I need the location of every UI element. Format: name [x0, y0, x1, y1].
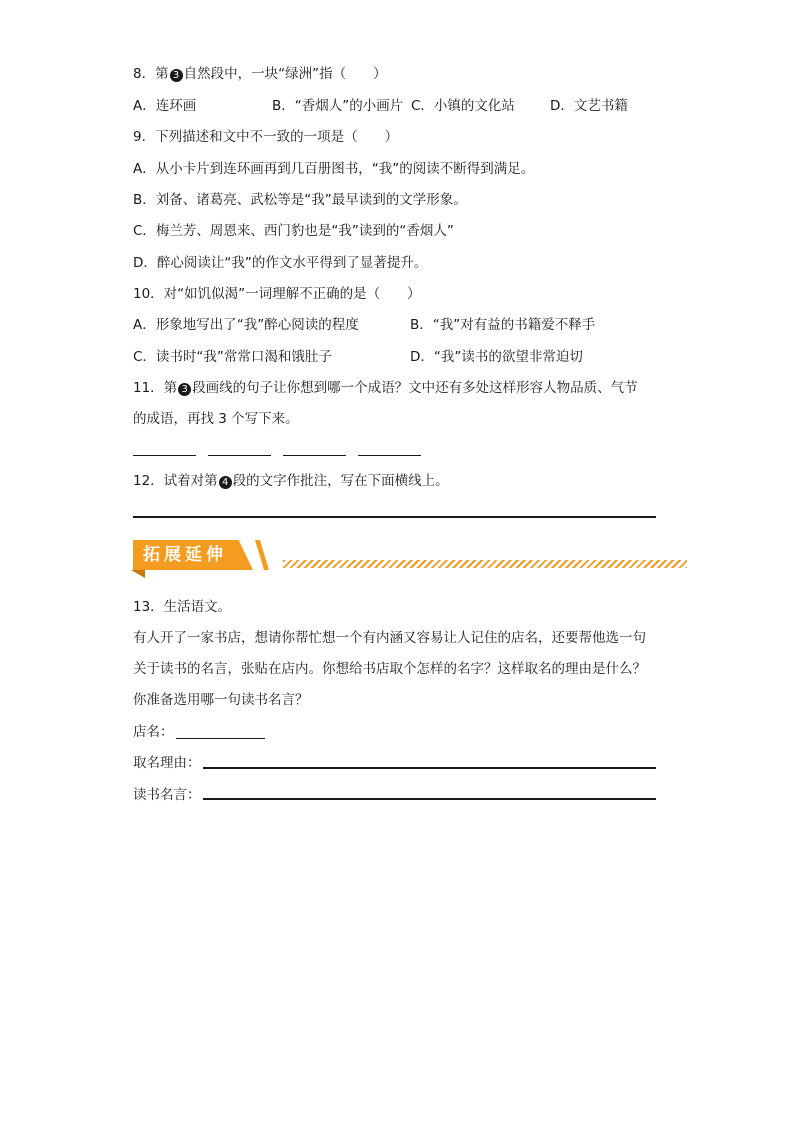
section-banner	[133, 538, 693, 580]
q9-option-b: B．刘备、诸葛亮、武松等是“我”最早读到的文学形象。	[133, 192, 467, 208]
q9-stem: 9．下列描述和文中不一致的一项是（ ）	[133, 129, 399, 145]
q13-body-line-3: 你准备选用哪一句读书名言？	[133, 692, 309, 708]
q8-option-a: A．连环画	[133, 98, 197, 114]
q10-stem: 10．对“如饥似渴”一词理解不正确的是（ ）	[133, 286, 421, 302]
q11-answer-blank-3[interactable]	[283, 455, 346, 456]
paragraph-number-circle: 3	[178, 383, 191, 396]
q13-stem: 13．生活语文。	[133, 599, 232, 615]
quote-answer-line[interactable]	[203, 798, 656, 800]
q11-line2: 的成语，再找 3 个写下来。	[133, 411, 299, 427]
q11-answer-blank-4[interactable]	[358, 455, 421, 456]
store-name-label: 店名：	[133, 724, 174, 740]
q12-prefix: 12．试着对第	[133, 473, 218, 489]
q13-body-line-2: 关于读书的名言，张贴在店内。你想给书店取个怎样的名字？这样取名的理由是什么？	[133, 661, 646, 677]
banner-hatch-pattern	[283, 560, 687, 568]
q8-option-c: C．小镇的文化站	[411, 98, 515, 114]
q10-option-a: A．形象地写出了“我”醉心阅读的程度	[133, 317, 359, 333]
q11-answer-blank-2[interactable]	[208, 455, 271, 456]
section-title: 拓展延伸	[143, 545, 227, 565]
q9-option-a: A．从小卡片到连环画再到几百册图书，“我”的阅读不断得到满足。	[133, 161, 535, 177]
q12-answer-line[interactable]	[133, 516, 656, 518]
q10-option-b: B．“我”对有益的书籍爱不释手	[410, 317, 596, 333]
q10-option-d: D．“我”读书的欲望非常迫切	[410, 349, 583, 365]
q10-option-c: C．读书时“我”常常口渴和饿肚子	[133, 349, 332, 365]
q9-option-d: D．醉心阅读让“我”的作文水平得到了显著提升。	[133, 255, 428, 271]
q8-stem	[133, 64, 387, 84]
paragraph-number-circle: 4	[219, 476, 232, 489]
reason-answer-line[interactable]	[203, 767, 656, 769]
q8-prefix: 8．第	[133, 66, 169, 82]
q11-stem	[133, 378, 638, 398]
quote-label: 读书名言：	[133, 787, 201, 803]
paragraph-number-circle: 3	[170, 69, 183, 82]
q8-suffix: 自然段中，一块“绿洲”指（ ）	[183, 66, 387, 82]
banner-fold	[131, 570, 145, 578]
q12-suffix: 段的文字作批注，写在下面横线上。	[232, 473, 449, 489]
q8-option-b: B．“香烟人”的小画片	[272, 98, 404, 114]
reason-label: 取名理由：	[133, 755, 201, 771]
banner-stripe	[255, 540, 269, 570]
q11-answer-blank-1[interactable]	[133, 455, 196, 456]
q9-option-c: C．梅兰芳、周恩来、西门豹也是“我”读到的“香烟人”	[133, 223, 454, 239]
q13-body-line-1: 有人开了一家书店，想请你帮忙想一个有内涵又容易让人记住的店名，还要帮他选一句	[133, 630, 646, 646]
q11-prefix: 11．第	[133, 380, 178, 396]
q11-suffix: 段画线的句子让你想到哪一个成语？文中还有多处这样形容人物品质、气节	[192, 380, 638, 396]
store-name-blank[interactable]	[176, 738, 265, 739]
q8-option-d: D．文艺书籍	[550, 98, 628, 114]
q12-stem	[133, 471, 449, 491]
